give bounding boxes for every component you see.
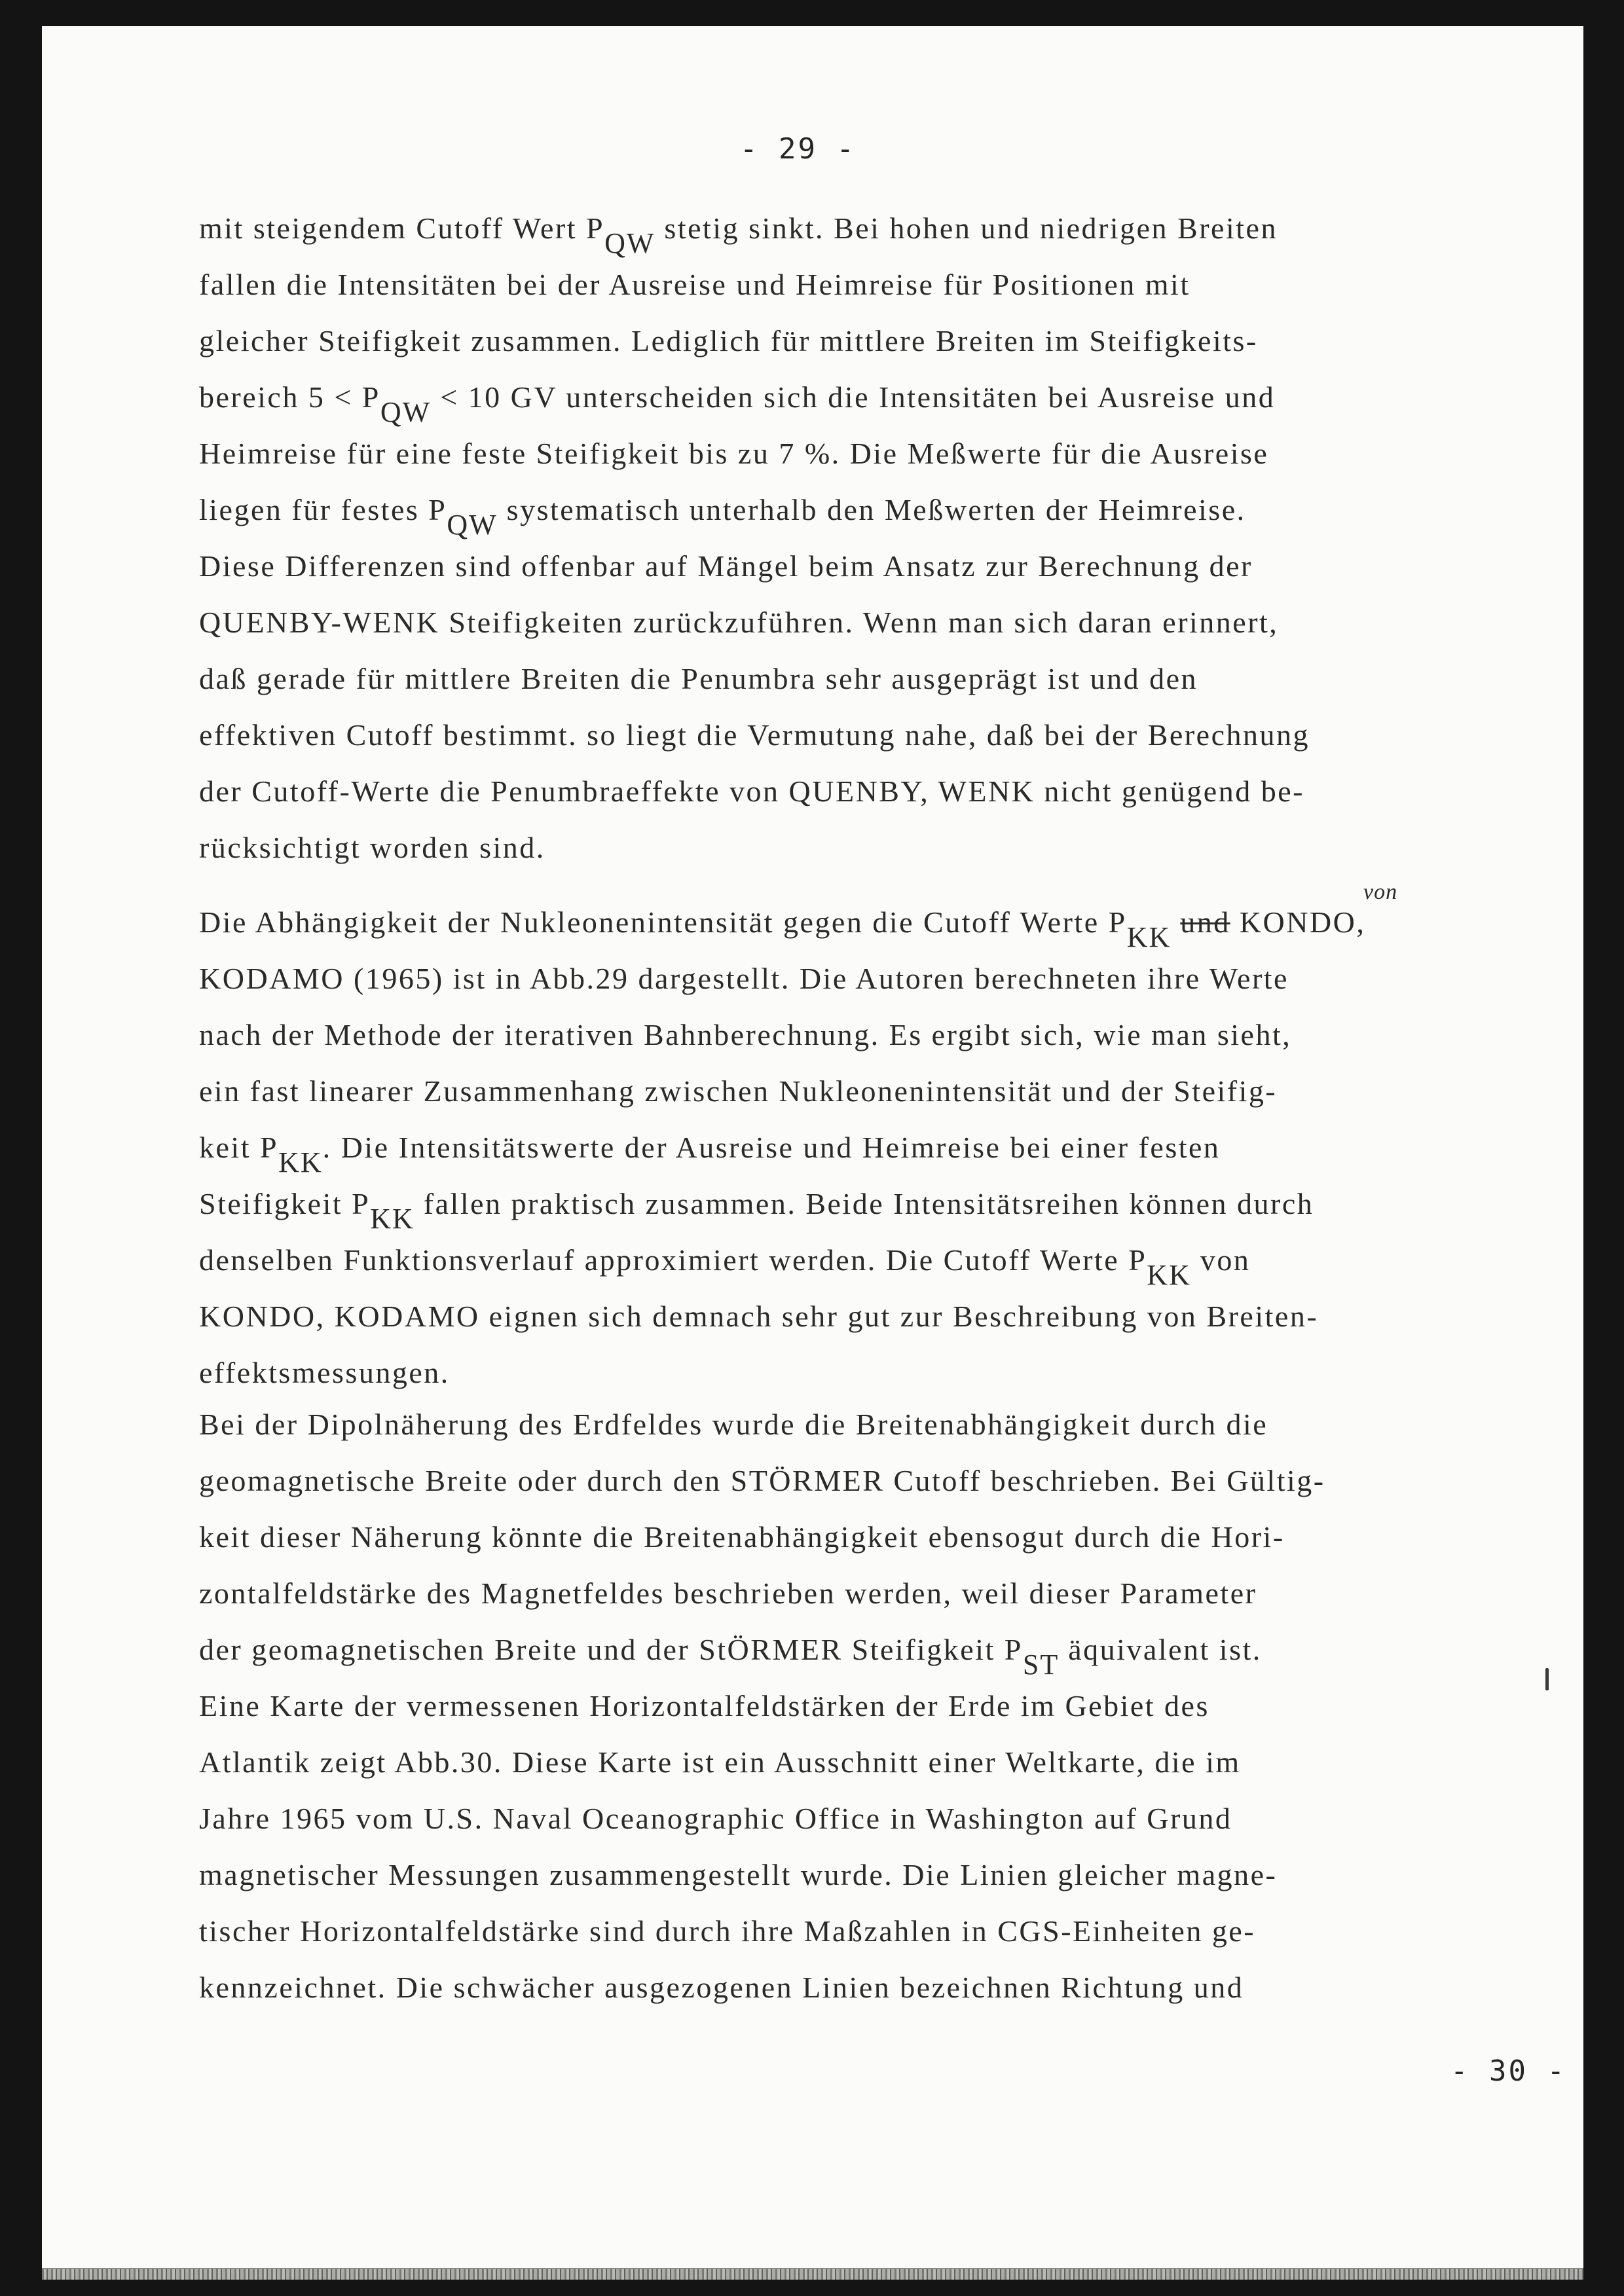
text-line: tischer Horizontalfeldstärke sind durch ihre Maßzahlen in CGS-Einheiten ge- [199, 1914, 1256, 1948]
subscript: ST [1022, 1649, 1060, 1681]
text-line: der Cutoff-Werte die Penumbraeffekte von QUENBY, WENK nicht genügend be- [199, 774, 1304, 808]
text-line: daß gerade für mittlere Breiten die Penumbra sehr ausgeprägt ist und den [199, 662, 1198, 695]
text-line: Diese Differenzen sind offenbar auf Mängel beim Ansatz zur Berechnung der [199, 549, 1253, 583]
text-line: denselben Funktionsverlauf approximiert werden. Die Cutoff Werte PKK von [199, 1243, 1251, 1291]
text-line: kennzeichnet. Die schwächer ausgezogenen Linien bezeichnen Richtung und [199, 1971, 1244, 2004]
text-line: der geomagnetischen Breite und der StÖRMER Steifigkeit PST äquivalent ist. [199, 1633, 1262, 1681]
text-line: keit dieser Näherung könnte die Breitenabhängigkeit ebensogut durch die Hori- [199, 1520, 1285, 1554]
text-line: Bei der Dipolnäherung des Erdfeldes wurde die Breitenabhängigkeit durch die [199, 1408, 1268, 1441]
text-line: gleicher Steifigkeit zusammen. Lediglich für mittlere Breiten im Steifigkeits- [199, 324, 1258, 357]
subscript: QW [447, 509, 498, 541]
text-line: Atlantik zeigt Abb.30. Diese Karte ist ein Ausschnitt einer Weltkarte, die im [199, 1745, 1241, 1779]
text-line: mit steigendem Cutoff Wert PQW stetig sinkt. Bei hohen und niedrigen Breiten [199, 211, 1278, 259]
text-line: effektsmessungen. [199, 1356, 450, 1389]
text-line: keit PKK. Die Intensitätswerte der Ausreise und Heimreise bei einer festen [199, 1131, 1221, 1178]
text-line: Die Abhängigkeit der Nukleonenintensität gegen die Cutoff Werte PKK und KONDO, [199, 905, 1366, 953]
bottom-page-number: - 30 - [1450, 2054, 1566, 2088]
text-line: KODAMO (1965) ist in Abb.29 dargestellt. Die Autoren berechneten ihre Werte [199, 962, 1289, 995]
subscript: KK [370, 1203, 415, 1235]
text-line: nach der Methode der iterativen Bahnberechnung. Es ergibt sich, wie man sieht, [199, 1018, 1292, 1051]
text-line: KONDO, KODAMO eignen sich demnach sehr gut zur Beschreibung von Breiten- [199, 1300, 1319, 1333]
struck-word: und [1180, 905, 1230, 939]
text-line: liegen für festes PQW systematisch unterhalb den Meßwerten der Heimreise. [199, 493, 1246, 541]
subscript: KK [1126, 921, 1172, 953]
text-line: Steifigkeit PKK fallen praktisch zusammen. Beide Intensitätsreihen können durch [199, 1187, 1314, 1235]
text-line: bereich 5 < PQW < 10 GV unterscheiden sich die Intensitäten bei Ausreise und [199, 380, 1276, 428]
text-line: fallen die Intensitäten bei der Ausreise und Heimreise für Positionen mit [199, 268, 1190, 301]
subscript: KK [278, 1146, 323, 1178]
text-line: rücksichtigt worden sind. [199, 831, 545, 864]
handwritten-insertion: von [1363, 880, 1398, 904]
text-line: Jahre 1965 vom U.S. Naval Oceanographic Office in Washington auf Grund [199, 1802, 1232, 1835]
text-line: ein fast linearer Zusammenhang zwischen Nukleonenintensität und der Steifig- [199, 1074, 1278, 1108]
text-line: zontalfeldstärke des Magnetfeldes beschrieben werden, weil dieser Parameter [199, 1576, 1257, 1610]
subscript: QW [380, 396, 432, 428]
text-line: magnetischer Messungen zusammengestellt wurde. Die Linien gleicher magne- [199, 1858, 1278, 1891]
subscript: KK [1147, 1259, 1191, 1291]
scan-edge-strip [42, 2269, 1583, 2280]
margin-mark [1545, 1668, 1549, 1690]
text-line: QUENBY-WENK Steifigkeiten zurückzuführen. Wenn man sich daran erinnert, [199, 606, 1279, 639]
text-line: geomagnetische Breite oder durch den STÖRMER Cutoff beschrieben. Bei Gültig- [199, 1464, 1325, 1497]
text-line: effektiven Cutoff bestimmt. so liegt die Vermutung nahe, daß bei der Berechnung [199, 718, 1310, 752]
subscript: QW [604, 227, 655, 259]
top-page-number: - 29 - [740, 132, 856, 166]
text-line: Heimreise für eine feste Steifigkeit bis zu 7 %. Die Meßwerte für die Ausreise [199, 437, 1269, 470]
text-line: Eine Karte der vermessenen Horizontalfeldstärken der Erde im Gebiet des [199, 1689, 1209, 1722]
